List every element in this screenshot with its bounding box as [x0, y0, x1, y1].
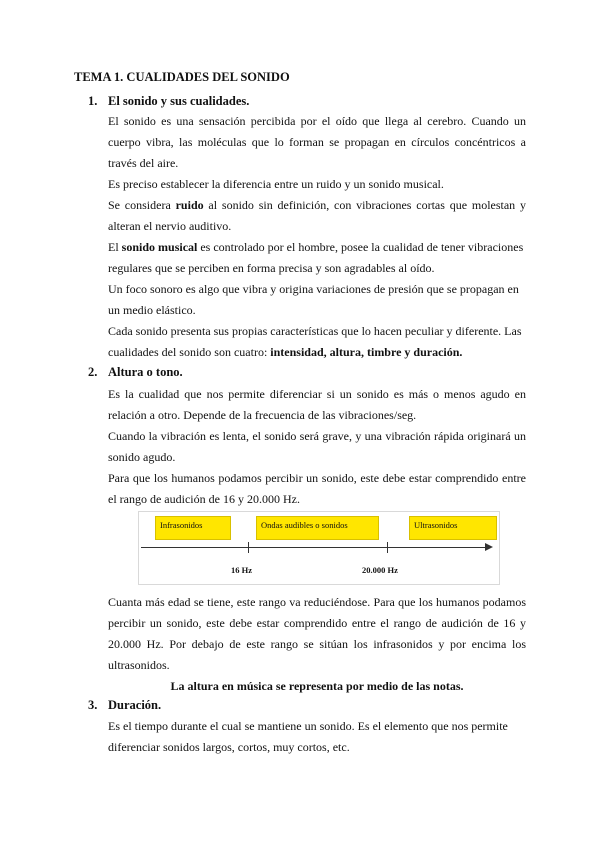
band-ultrasonidos: Ultrasonidos: [409, 516, 497, 540]
tick-label-16hz: 16 Hz: [231, 565, 253, 575]
paragraph: Cuanta más edad se tiene, este rango va reduciéndose. Para que los humanos podamos percibir un sonido, este debe estar comprendido entre el rango de audición de 16 y 20.000 Hz. Por debajo de este rango se sitúan los infrasonidos y por encima los ultrasonidos.: [108, 595, 526, 672]
section-title: El sonido y sus cualidades.: [108, 94, 250, 108]
frequency-axis: [141, 547, 485, 548]
paragraph: Cada sonido presenta sus propias características que lo hacen peculiar y diferente. Las cualidades del sonido son cuatro: intensidad, altura, timbre y duración.: [108, 324, 522, 359]
section-title: Duración.: [108, 698, 162, 712]
cualidades-list: intensidad, altura, timbre y duración.: [270, 345, 463, 359]
paragraph: Es la cualidad que nos permite diferenciar si un sonido es más o menos agudo en relación a otro. Depende de la frecuencia de las vibraciones/seg.: [108, 387, 526, 422]
paragraph: Es el tiempo durante el cual se mantiene un sonido. Es el elemento que nos permite diferenciar sonidos largos, cortos, muy cortos, etc.: [108, 719, 508, 754]
paragraph: El sonido musical es controlado por el hombre, posee la cualidad de tener vibraciones regulares que se perciben en forma precisa y son agradables al oído.: [108, 240, 524, 275]
section-number: 2.: [88, 365, 98, 379]
section-heading-3: [88, 698, 161, 713]
tick-20000hz: [387, 542, 388, 553]
section-number: 3.: [88, 698, 98, 712]
paragraph: Un foco sonoro es algo que vibra y origina variaciones de presión que se propagan en un medio elástico.: [108, 282, 519, 317]
paragraph: Cuando la vibración es lenta, el sonido será grave, y una vibración rápida originará un sonido agudo.: [108, 429, 526, 464]
tick-16hz: [248, 542, 249, 553]
section-heading-1: [88, 94, 249, 109]
section-number: 1.: [88, 94, 98, 108]
term-ruido: ruido: [175, 198, 204, 212]
paragraph: Se considera ruido al sonido sin definición, con vibraciones cortas que molestan y alteran el nervio auditivo.: [108, 198, 526, 233]
band-audibles: Ondas audibles o sonidos: [256, 516, 379, 540]
paragraph: Para que los humanos podamos percibir un sonido, este debe estar comprendido entre el rango de audición de 16 y 20.000 Hz.: [108, 471, 526, 506]
axis-arrow-icon: [485, 543, 493, 551]
band-infrasonidos: Infrasonidos: [155, 516, 231, 540]
centered-note: La altura en música se representa por medio de las notas.: [170, 679, 464, 693]
section-title: Altura o tono.: [108, 365, 183, 379]
document-title: TEMA 1. CUALIDADES DEL SONIDO: [74, 70, 290, 84]
paragraph: Es preciso establecer la diferencia entre un ruido y un sonido musical.: [108, 177, 444, 191]
tick-label-20000hz: 20.000 Hz: [362, 565, 398, 575]
term-sonido-musical: sonido musical: [121, 240, 198, 254]
frequency-range-figure: [138, 511, 500, 585]
section-heading-2: [88, 365, 183, 380]
paragraph: El sonido es una sensación percibida por el oído que llega al cerebro. Cuando un cuerpo vibra, las moléculas que lo forman se propagan en círculos concéntricos a través del aire.: [108, 114, 526, 170]
